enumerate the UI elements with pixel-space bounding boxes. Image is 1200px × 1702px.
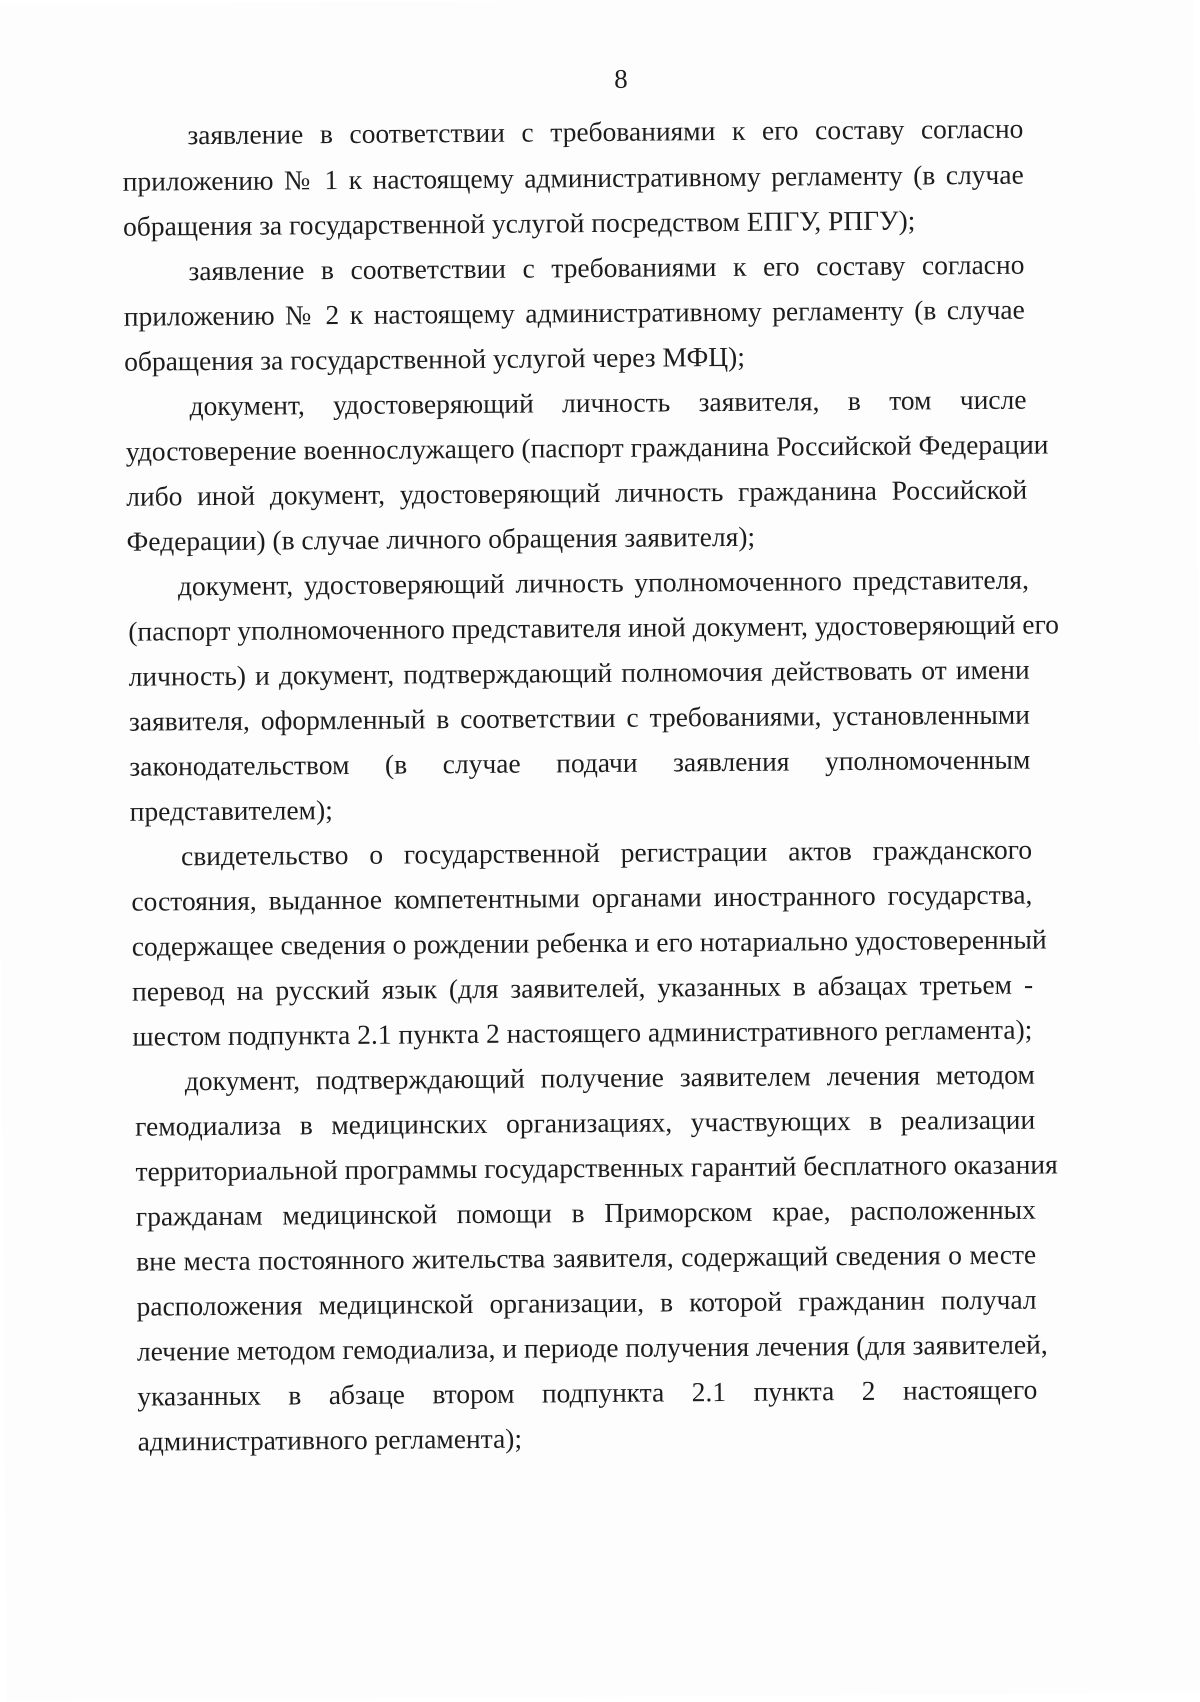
text-line: Федерации) (в случае личного обращения заявителя); (126, 520, 756, 557)
page-number: 8 (614, 63, 628, 94)
text-line: представителем); (129, 794, 333, 827)
text-line: заявителя, оформленный в соответствии с требованиями, установленными (128, 698, 1031, 737)
text-line: приложению № 2 к настоящему административному регламенту (в случае (123, 293, 1025, 332)
text-line: документ, удостоверяющий личность уполномоченного представителя, (177, 563, 1030, 602)
text-line: вне места постоянного жительства заявителя, содержащий сведения о месте (136, 1238, 1037, 1277)
text-line: заявление в соответствии с требованиями к его составу согласно (188, 248, 1025, 287)
text-line: личность) и документ, подтверждающий полномочия действовать от имени (128, 653, 1030, 692)
text-line: содержащее сведения о рождении ребенка и его нотариально удостоверенный (131, 923, 1047, 962)
text-line: законодательством (в случае подачи заявления уполномоченным (129, 743, 1031, 782)
text-line: состояния, выданное компетентными органами иностранного государства, (131, 878, 1033, 917)
text-line: либо иной документ, удостоверяющий личность гражданина Российской (126, 473, 1028, 512)
text-line: документ, подтверждающий получение заявителем лечения методом (184, 1058, 1035, 1097)
text-line: приложению № 1 к настоящему административному регламенту (в случае (122, 158, 1024, 197)
text-line: свидетельство о государственной регистрации актов гражданского (180, 833, 1033, 872)
text-line: удостоверение военнослужащего (паспорт гражданина Российской Федерации (125, 428, 1049, 467)
text-line: обращения за государственной услугой через МФЦ); (124, 340, 746, 377)
text-line: (паспорт уполномоченного представителя иной документ, удостоверяющий его (128, 608, 1060, 647)
text-line: гражданам медицинской помощи в Приморском крае, расположенных (135, 1193, 1036, 1232)
text-line: заявление в соответствии с требованиями к его составу согласно (187, 112, 1024, 151)
paragraph-application-epgu (0, 0, 1193, 242)
text-line: территориальной программы государственных гарантий бесплатного оказания (135, 1148, 1058, 1187)
text-line: гемодиализа в медицинских организациях, участвующих в реализации (135, 1103, 1036, 1142)
text-line: перевод на русский язык (для заявителей, указанных в абзацах третьем - (131, 968, 1034, 1007)
text-line: расположения медицинской организации, в которой гражданин получал (136, 1283, 1037, 1322)
text-line: обращения за государственной услугой посредством ЕПГУ, РПГУ); (122, 204, 916, 242)
text-line: шестом подпункта 2.1 пункта 2 настоящего административного регламента); (132, 1013, 1033, 1052)
text-line: лечение методом гемодиализа, и периоде получения лечения (для заявителей, (136, 1328, 1048, 1367)
text-line: документ, удостоверяющий личность заявителя, в том числе (189, 383, 1027, 422)
text-line: административного регламента); (137, 1422, 523, 1457)
text-line: указанных в абзаце втором подпункта 2.1 пункта 2 настоящего (137, 1373, 1038, 1412)
